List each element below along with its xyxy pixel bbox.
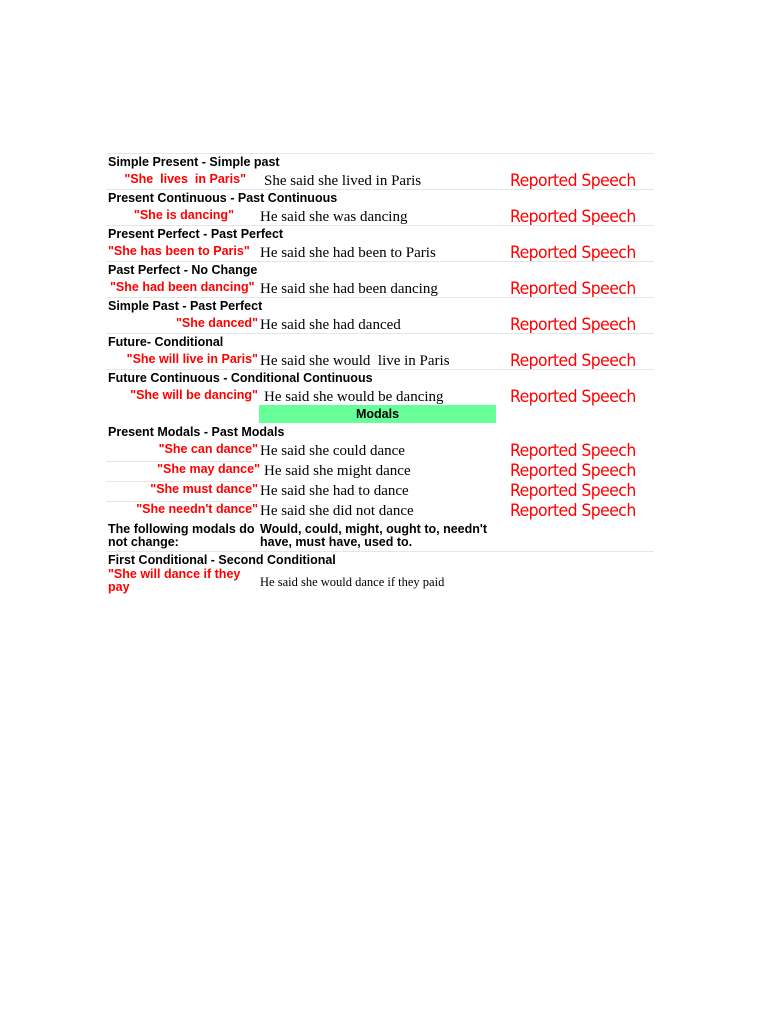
direct-quote: "She has been to Paris" [108,244,250,258]
example-row [106,279,654,297]
unchanged-modals-row [106,521,654,551]
tense-header-row [106,297,654,315]
reported-speech-label: Reported Speech [510,279,636,299]
reported-sentence: He said she had danced [260,317,401,333]
tense-header: Future Continuous - Conditional Continuous [108,371,373,385]
reported-speech-label: Reported Speech [510,171,636,191]
reported-speech-label: Reported Speech [510,315,636,335]
reported-speech-label: Reported Speech [510,207,636,227]
example-row [106,171,654,189]
modal-example-row [106,461,654,481]
direct-quote: "She will be dancing" [130,388,258,402]
reported-sentence: She said she lived in Paris [264,173,422,189]
modals-section-heading: Modals [259,405,496,423]
tense-header-row [106,153,654,171]
reported-speech-label: Reported Speech [510,501,636,521]
direct-quote: "She needn't dance" [136,502,258,516]
example-row [106,243,654,261]
reported-speech-label: Reported Speech [510,351,636,371]
reported-sentence: He said she did not dance [260,503,414,519]
modal-example-row [106,441,654,461]
direct-quote: "She must dance" [150,482,258,496]
reported-speech-label: Reported Speech [510,243,636,263]
tense-header-row [106,261,654,279]
reported-sentence: He said she had been dancing [260,281,438,297]
direct-quote: "She can dance" [158,442,258,456]
direct-quote: "She danced" [175,316,258,330]
reported-sentence: He said she was dancing [260,209,408,225]
example-row [106,315,654,333]
example-row [106,387,654,405]
direct-quote: "She will live in Paris" [126,352,258,366]
example-row [106,207,654,225]
direct-quote: "She will dance if they pay [108,567,241,594]
reported-sentence: He said she would live in Paris [260,353,450,369]
unchanged-modals-list: Would, could, might, ought to, needn't have, must have, used to. [260,522,488,549]
conditional-header-row [106,551,654,568]
direct-quote: "She may dance" [157,462,260,476]
tense-header: Future- Conditional [108,335,224,349]
tense-header: Present Perfect - Past Perfect [108,227,284,241]
direct-quote: "She had been dancing" [110,280,255,294]
conditional-example-row [106,568,654,598]
direct-quote: "She is dancing" [133,208,234,222]
modal-example-row [106,501,654,521]
tense-header: Past Perfect - No Change [108,263,258,277]
modal-example-row [106,481,654,501]
tense-header: Simple Past - Past Perfect [108,299,263,313]
tense-header-row [106,189,654,207]
reported-sentence: He said she had to dance [260,483,409,499]
reported-sentence: He said she could dance [260,443,405,459]
reported-speech-sheet [106,153,654,598]
unchanged-modals-label: The following modals do not change: [108,522,255,549]
reported-speech-label: Reported Speech [510,387,636,407]
reported-speech-label: Reported Speech [510,461,636,481]
reported-sentence: He said she would dance if they paid [260,575,445,589]
modals-header: Present Modals - Past Modals [108,425,285,439]
modals-header-row [106,424,654,441]
modals-section-row [106,405,654,424]
tense-header-row [106,225,654,243]
direct-quote: "She lives in Paris" [124,172,246,186]
tense-header-row [106,369,654,387]
tense-header: Present Continuous - Past Continuous [108,191,338,205]
reported-speech-label: Reported Speech [510,481,636,501]
reported-sentence: He said she might dance [264,463,411,479]
reported-speech-label: Reported Speech [510,441,636,461]
example-row [106,351,654,369]
tense-header-row [106,333,654,351]
reported-sentence: He said she had been to Paris [260,245,436,261]
reported-sentence: He said she would be dancing [264,389,444,405]
tense-header: Simple Present - Simple past [108,155,280,169]
conditional-header: First Conditional - Second Conditional [108,553,336,567]
